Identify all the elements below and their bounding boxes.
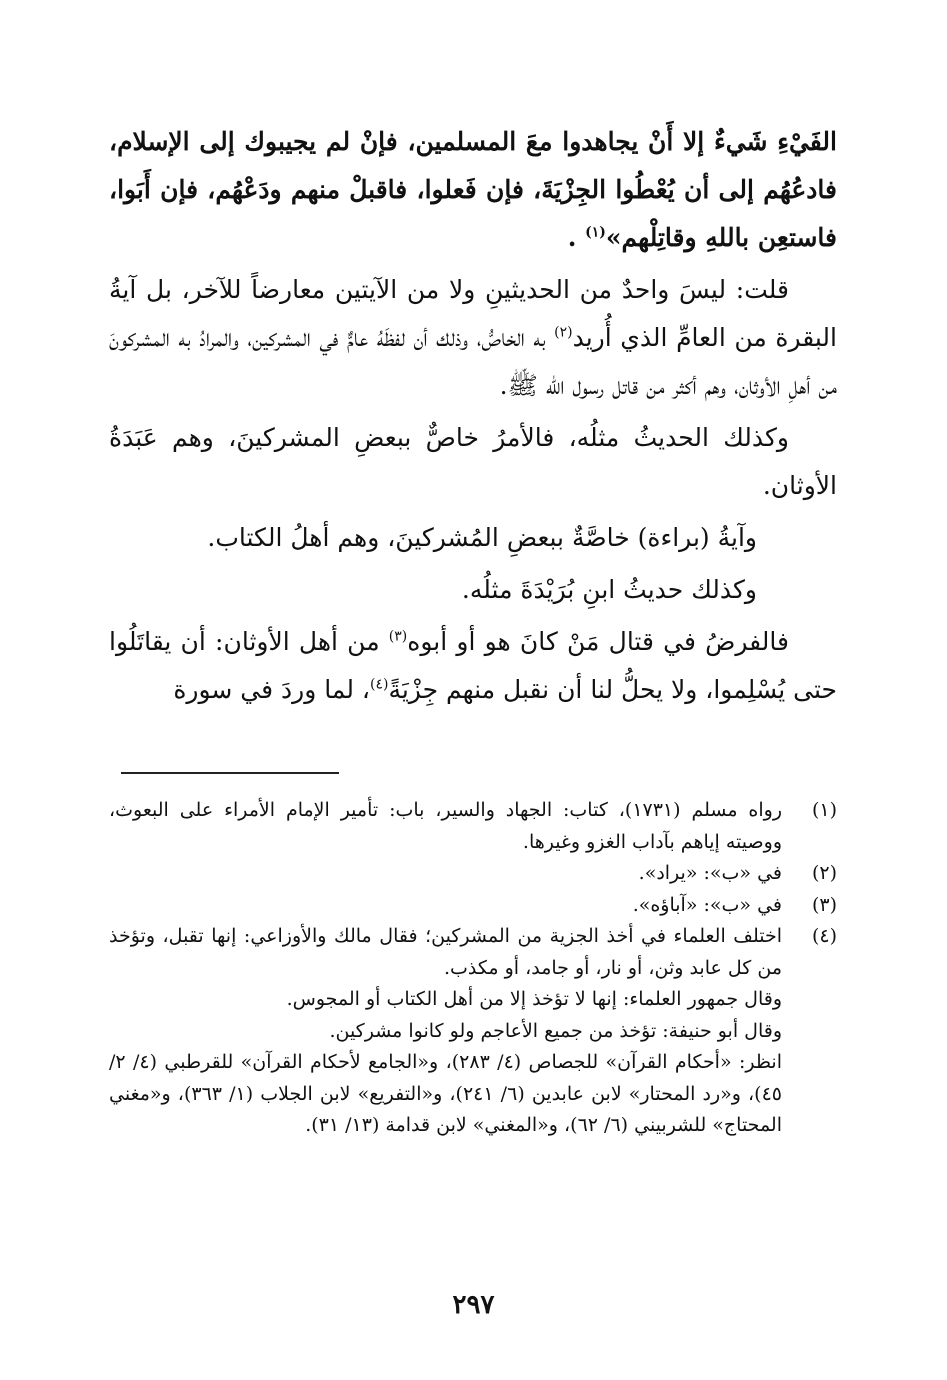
quote-end: . — [567, 223, 577, 252]
footnote-line: في «ب»: «آباؤه». — [632, 893, 782, 916]
footnote-line: انظر: «أحكام القرآن» للجصاص (٤/ ٢٨٣)، و«الجامع لأحكام القرآن» للقرطبي (٤/ ٢/ ٤٥)، و«رد المحتار» لابن عابدين (٦/ ٢٤١)، و«التفريع» لابن الجلاب (١/ ٣٦٣)، و«مغني المحتاج» للشربيني (٦/ ٦٢)، و«المغني» لابن قدامة (١٣/ ٣١). — [109, 1051, 782, 1136]
footnote-number: (٤) — [811, 925, 837, 947]
footnote-number: (٣) — [811, 893, 837, 916]
footnote-line: رواه مسلم (١٧٣١)، كتاب: الجهاد والسير، باب: تأمير الإمام الأمراء على البعوث، ووصيته إياهم بآداب الغزو وغيرها. — [109, 799, 782, 853]
footnote-4 — [109, 921, 837, 1142]
footnote-ref-4: (٤) — [369, 676, 389, 693]
footnote-line: وقال أبو حنيفة: تؤخذ من جميع الأعاجم ولو كانوا مشركين. — [329, 1019, 782, 1042]
footnotes — [109, 795, 837, 1142]
footnote-number: (١) — [811, 799, 837, 821]
footnote-line: في «ب»: «يراد». — [638, 862, 782, 884]
footnote-ref-3: (٣) — [388, 628, 408, 645]
paragraph-fard — [109, 618, 837, 714]
paragraph-baraah: وآيةُ (براءة) خاصَّةٌ ببعضِ المُشركينَ، وهم أهلُ الكتاب. — [207, 523, 757, 552]
paragraph-text: ، لما وردَ في سورة — [173, 675, 370, 704]
footnote-2 — [109, 858, 837, 890]
paragraph-buraydah: وكذلك حديثُ ابنِ بُرَيْدَةَ مثلُه. — [461, 575, 757, 604]
footnote-body — [109, 858, 782, 890]
footnote-divider — [121, 772, 339, 774]
paragraph-text: به الخاصُّ، وذلك أن لفظَهُ عامٌّ في المشركين، والمرادُ به المشركونَ من أهلِ الأوثان، وهم أكثر من قاتل رسول الله ﷺ. — [109, 323, 837, 400]
footnote-line: اختلف العلماء في أخذ الجزية من المشركين؛ فقال مالك والأوزاعي: إنها تقبل، وتؤخذ من كل عابد وثن، أو نار، أو جامد، أو مكذب. — [109, 925, 782, 979]
hadith-quote — [109, 118, 837, 262]
footnote-1 — [109, 795, 837, 858]
footnote-line: وقال جمهور العلماء: إنها لا تؤخذ إلا من أهل الكتاب أو المجوس. — [286, 988, 782, 1010]
footnote-body — [109, 921, 782, 1142]
footnote-body — [109, 795, 782, 858]
footnote-ref-2: (٢) — [554, 324, 573, 341]
paragraph-qultu — [109, 266, 837, 410]
paragraph-text: فالفرضُ في قتال مَنْ كانَ هو أو أبوه — [407, 627, 789, 656]
paragraph-text: قلت: ليسَ واحدٌ من الحديثينِ ولا من الآيتين معارضاً للآخر، بل آيةُ البقرة من العامِّ الذي أُريد — [109, 275, 837, 352]
footnote-ref-1: (١) — [585, 224, 606, 241]
quote-text: الفَيْءِ شَيءٌ إلا أَنْ يجاهدوا معَ المسلمين، فإنْ لم يجيبوك إلى الإسلام، فادعُهُم إلى أن يُعْطُوا الجِزْيَةَ، فإن فَعلوا، فاقبلْ منهم ودَعْهُم، فإن أَبَوا، فاستعِن باللهِ وقاتِلْهم» — [109, 127, 837, 252]
paragraph-hadith-same: وكذلك الحديثُ مثلُه، فالأمرُ خاصٌّ ببعضِ المشركينَ، وهم عَبَدَةُ الأوثان. — [109, 423, 837, 500]
page-number: ٢٩٧ — [452, 1290, 495, 1320]
footnote-3 — [109, 890, 837, 922]
footnote-body — [109, 890, 782, 922]
main-text — [109, 118, 837, 718]
paragraph-text: من أهل الأوثان: أن يقاتَلُوا حتى يُسْلِموا، ولا يحلُّ لنا أن نقبل منهم جِزْيَةً — [109, 627, 837, 704]
footnote-number: (٢) — [811, 862, 837, 884]
